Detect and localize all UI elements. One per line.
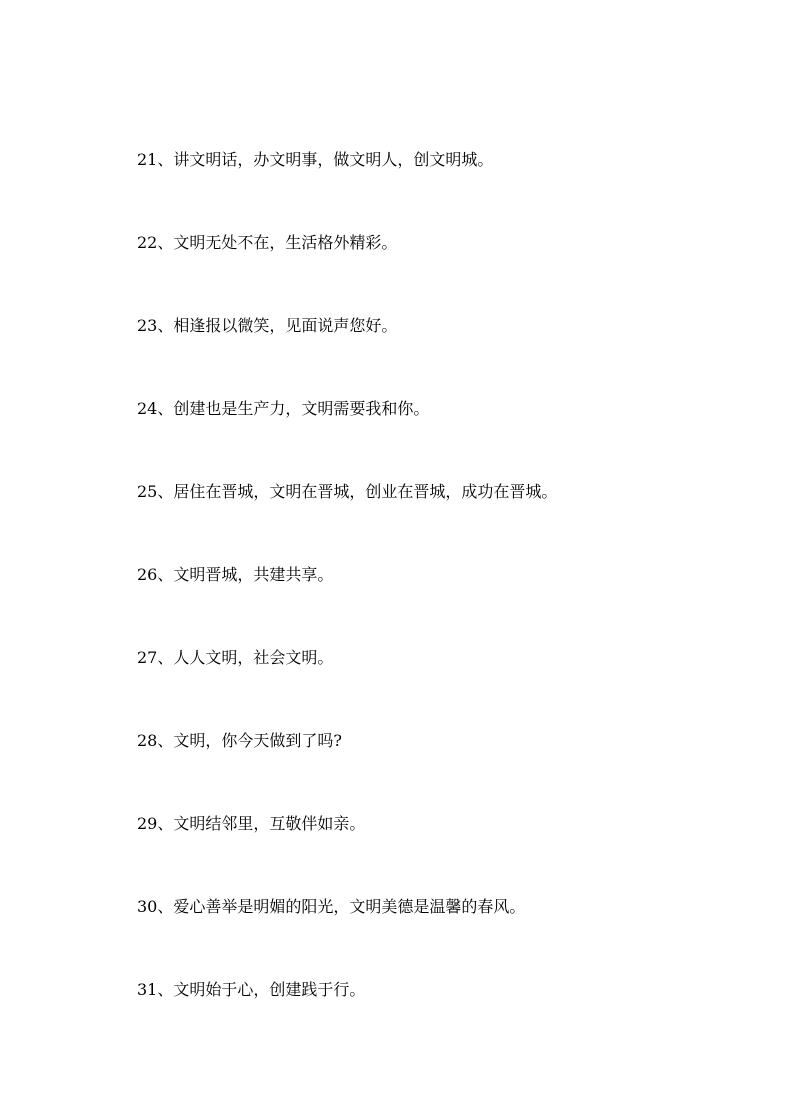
slogan-line: 31、文明始于心，创建践于行。 xyxy=(137,980,366,999)
slogan-line: 28、文明，你今天做到了吗? xyxy=(137,731,342,750)
slogan-line: 27、人人文明，社会文明。 xyxy=(137,648,334,667)
slogan-line: 25、居住在晋城，文明在晋城，创业在晋城，成功在晋城。 xyxy=(137,482,558,501)
slogan-line: 26、文明晋城，共建共享。 xyxy=(137,565,334,584)
slogan-line: 22、文明无处不在，生活格外精彩。 xyxy=(137,233,398,252)
slogan-line: 21、讲文明话，办文明事，做文明人，创文明城。 xyxy=(137,150,494,169)
slogan-line: 30、爱心善举是明媚的阳光，文明美德是温馨的春风。 xyxy=(137,897,526,916)
slogan-line: 29、文明结邻里，互敬伴如亲。 xyxy=(137,814,366,833)
slogan-line: 23、相逢报以微笑，见面说声您好。 xyxy=(137,316,398,335)
slogan-line: 24、创建也是生产力，文明需要我和你。 xyxy=(137,399,430,418)
